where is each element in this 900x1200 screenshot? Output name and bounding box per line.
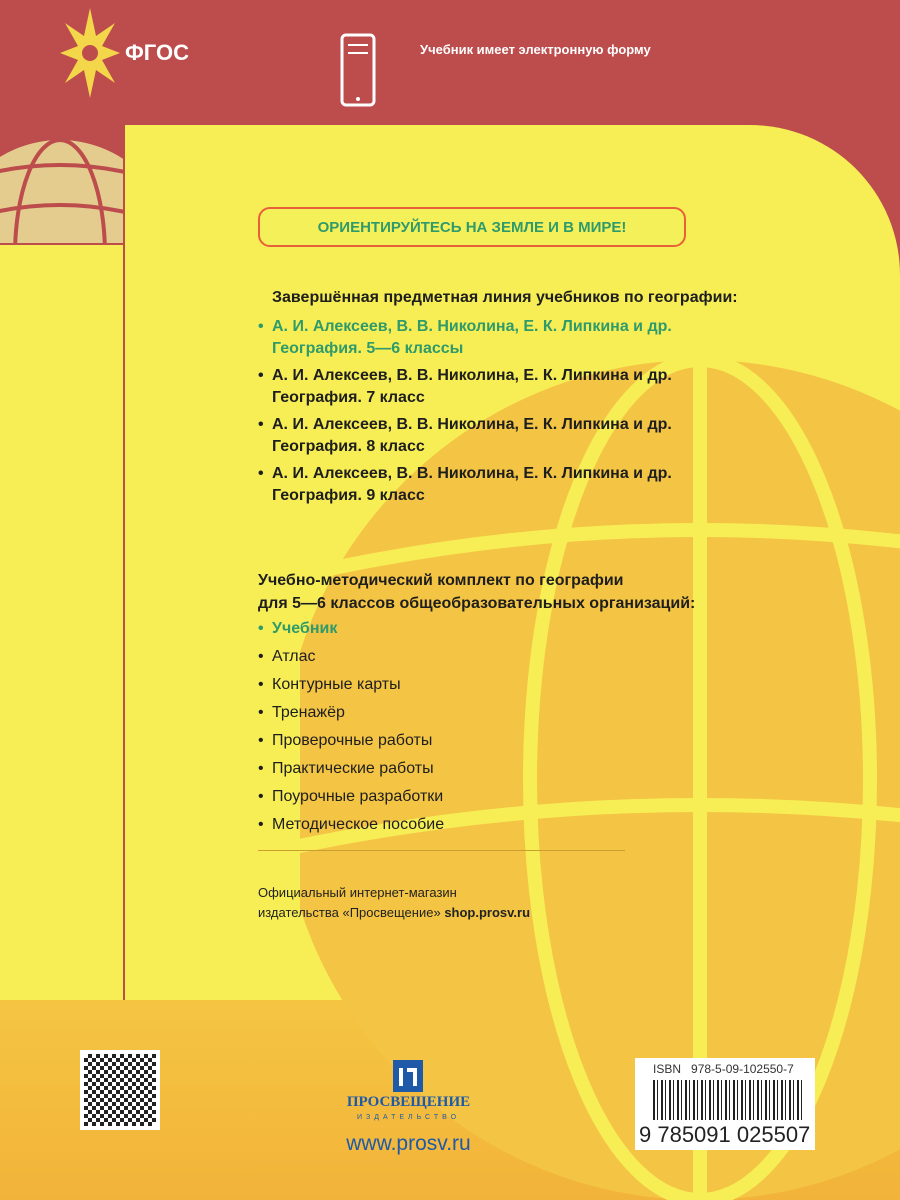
item-authors: А. И. Алексеев, В. В. Николина, Е. К. Липкина и др.: [272, 318, 672, 335]
publisher-site[interactable]: www.prosv.ru: [346, 1132, 471, 1155]
shop-line-2: издательства «Просвещение»: [258, 905, 445, 920]
bullet-icon: •: [258, 318, 264, 335]
shop-url[interactable]: shop.prosv.ru: [444, 905, 531, 920]
item-title: География. 8 класс: [272, 438, 425, 455]
bullet-icon: •: [258, 704, 264, 721]
item-title: География. 7 класс: [272, 389, 425, 406]
kit-item-label: Атлас: [272, 648, 316, 665]
kit-item-label: Тренажёр: [272, 704, 345, 721]
bullet-icon: •: [258, 465, 264, 482]
kit-item-label: Учебник: [272, 620, 338, 637]
kit-list-item: [258, 786, 443, 808]
bullet-icon: •: [258, 760, 264, 777]
item-authors: А. И. Алексеев, В. В. Николина, Е. К. Липкина и др.: [272, 367, 672, 384]
textbook-list-item: [258, 316, 672, 360]
barcode-bars: [653, 1080, 803, 1120]
kit-item-label: Поурочные разработки: [272, 788, 444, 805]
textbook-list-item: [258, 365, 672, 409]
textbook-list-item: [258, 414, 672, 458]
fgos-logo: ФГОС: [125, 40, 189, 65]
bullet-icon: •: [258, 788, 264, 805]
kit-list-item: [258, 618, 337, 640]
publisher-logo-icon: [393, 1060, 423, 1092]
item-authors: А. И. Алексеев, В. В. Николина, Е. К. Липкина и др.: [272, 465, 672, 482]
electronic-form-text: Учебник имеет электронную форму: [420, 42, 651, 57]
divider: [258, 850, 625, 851]
kit-list-item: [258, 646, 316, 668]
kit-item-label: Контурные карты: [272, 676, 401, 693]
kit-list-item: [258, 758, 434, 780]
globe-corner-graphic: [0, 125, 123, 243]
kit-heading-1: Учебно-методический комплект по географии: [258, 572, 624, 589]
bullet-icon: •: [258, 648, 264, 665]
bullet-icon: •: [258, 676, 264, 693]
textbook-list-item: [258, 463, 672, 507]
barcode-digits: 9 785091 025507: [639, 1122, 811, 1147]
tablet-icon: [340, 33, 376, 107]
kit-item-label: Методическое пособие: [272, 816, 445, 833]
line-heading: Завершённая предметная линия учебников по географии:: [272, 289, 738, 306]
item-title: География. 5—6 классы: [272, 340, 464, 357]
bullet-icon: •: [258, 367, 264, 384]
kit-item-label: Проверочные работы: [272, 732, 433, 749]
bullet-icon: •: [258, 620, 264, 637]
item-authors: А. И. Алексеев, В. В. Николина, Е. К. Липкина и др.: [272, 416, 672, 433]
kit-list-item: [258, 674, 401, 696]
kit-list-item: [258, 730, 432, 752]
publisher-name: ПРОСВЕЩЕНИЕ: [346, 1094, 471, 1110]
kit-list-item: [258, 814, 444, 836]
kit-heading-2: для 5—6 классов общеобразовательных организаций:: [258, 595, 696, 612]
qr-code: [80, 1050, 160, 1130]
kit-list-item: [258, 702, 345, 724]
bullet-icon: •: [258, 732, 264, 749]
starburst-icon: [60, 8, 120, 98]
item-title: География. 9 класс: [272, 487, 425, 504]
publisher-sub: ИЗДАТЕЛЬСТВО: [356, 1114, 461, 1121]
kit-item-label: Практические работы: [272, 760, 434, 777]
isbn-number: 978-5-09-102550-7: [691, 1062, 794, 1076]
isbn-label: ISBN: [653, 1062, 682, 1076]
bullet-icon: •: [258, 416, 264, 433]
isbn-barcode: [635, 1058, 815, 1150]
shop-line-1: Официальный интернет-магазин: [258, 885, 457, 900]
bullet-icon: •: [258, 816, 264, 833]
slogan-badge: ОРИЕНТИРУЙТЕСЬ НА ЗЕМЛЕ И В МИРЕ!: [258, 207, 686, 247]
